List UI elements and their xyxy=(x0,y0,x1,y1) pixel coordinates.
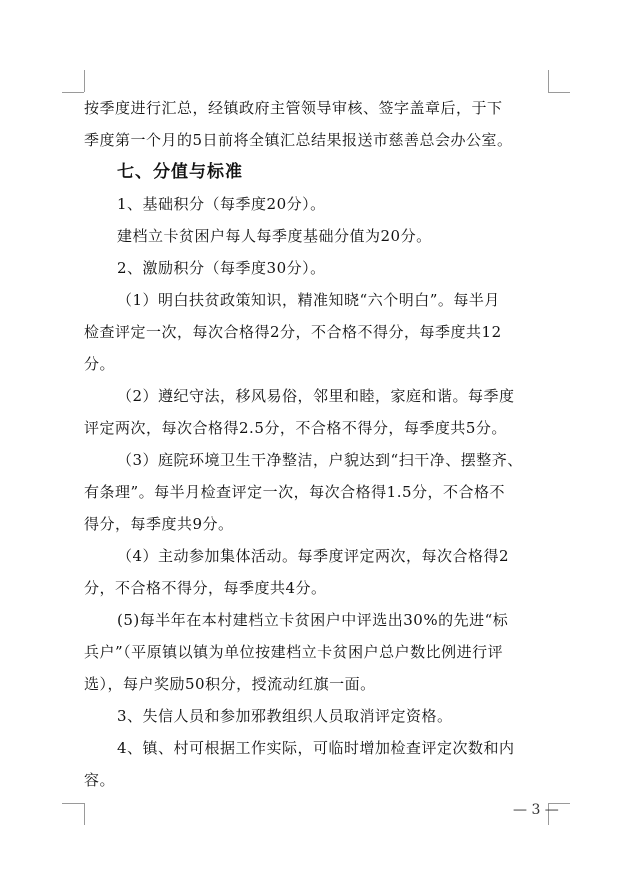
crop-mark-top-right-vertical xyxy=(548,70,549,92)
text-line: （3）庭院环境卫生干净整洁，户貌达到“扫干净、摆整齐、 xyxy=(117,451,523,469)
text-line: (5)每半年在本村建档立卡贫困户中评选出30%的先进“标 xyxy=(117,611,509,629)
document-body xyxy=(84,92,554,796)
section-heading: 七、分值与标准 xyxy=(117,162,243,182)
text-line: 分，不合格不得分，每季度共4分。 xyxy=(84,579,327,597)
text-line: 分。 xyxy=(84,355,116,373)
text-line: （2）遵纪守法，移风易俗，邻里和睦，家庭和谐。每季度 xyxy=(117,387,515,405)
text-line: （1）明白扶贫政策知识，精准知晓“六个明白”。每半月 xyxy=(117,291,500,309)
text-line: 检查评定一次，每次合格得2分，不合格不得分，每季度共12 xyxy=(84,323,502,341)
text-line: 兵户”（平原镇以镇为单位按建档立卡贫困户总户数比例进行评 xyxy=(84,643,504,661)
text-line: 3、失信人员和参加邪教组织人员取消评定资格。 xyxy=(117,707,453,725)
text-line: 季度第一个月的5日前将全镇汇总结果报送市慈善总会办公室。 xyxy=(84,131,513,149)
text-line: （4）主动参加集体活动。每季度评定两次，每次合格得2 xyxy=(117,547,510,565)
text-line: 4、镇、村可根据工作实际，可临时增加检查评定次数和内 xyxy=(117,739,515,757)
text-line: 建档立卡贫困户每人每季度基础分值为20分。 xyxy=(117,227,432,245)
crop-mark-bottom-left-vertical xyxy=(84,803,85,825)
text-line: 按季度进行汇总，经镇政府主管领导审核、签字盖章后，于下 xyxy=(84,99,503,117)
text-line: 1、基础积分（每季度20分）。 xyxy=(117,195,326,213)
crop-mark-top-left-vertical xyxy=(84,70,85,92)
crop-mark-top-left-horizontal xyxy=(62,92,84,93)
page-number: — 3 — xyxy=(513,802,559,818)
text-line: 有条理”。每半月检查评定一次，每次合格得1.5分，不合格不 xyxy=(84,483,506,501)
text-line: 选），每户奖励50积分，授流动红旗一面。 xyxy=(84,675,376,693)
text-line: 得分，每季度共9分。 xyxy=(84,515,234,533)
crop-mark-bottom-left-horizontal xyxy=(62,803,84,804)
text-line: 评定两次，每次合格得2.5分，不合格不得分，每季度共5分。 xyxy=(84,419,507,437)
text-line: 2、激励积分（每季度30分）。 xyxy=(117,259,326,277)
text-line: 容。 xyxy=(84,771,116,789)
